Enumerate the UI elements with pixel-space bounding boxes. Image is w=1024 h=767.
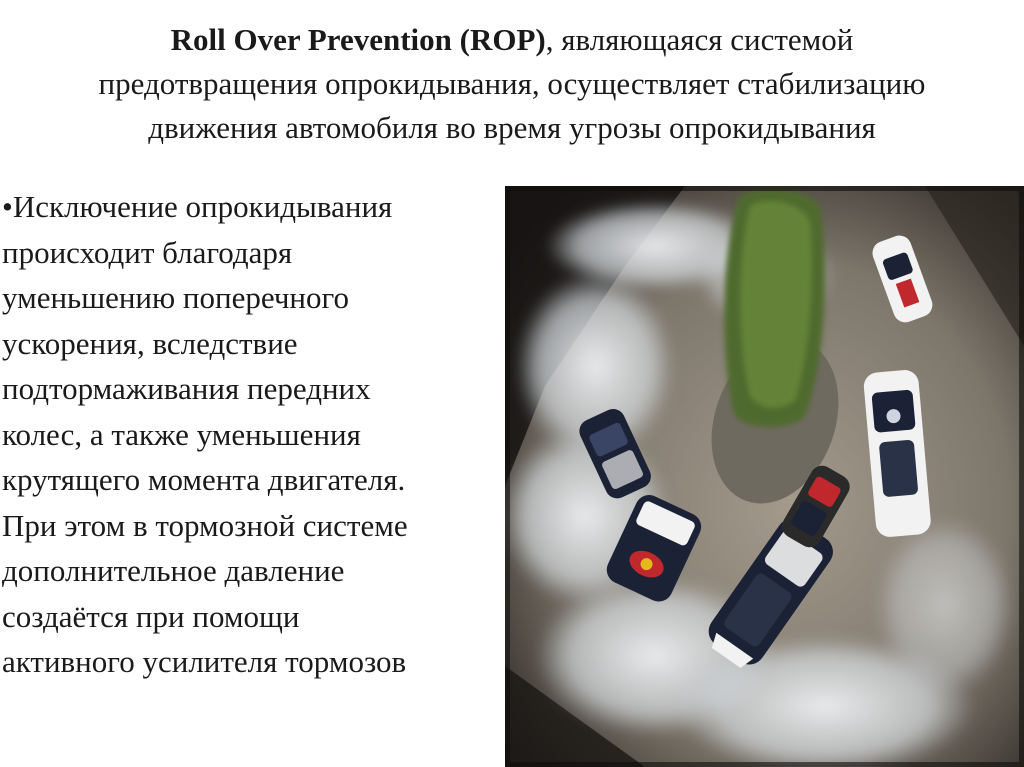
body-line: дополнительное давление	[2, 553, 345, 588]
photo-illustration	[505, 186, 1024, 767]
title-line3: движения автомобиля во время угрозы опрокидывания	[148, 110, 876, 145]
title-bold-term: Roll Over Prevention (ROP)	[170, 22, 546, 57]
body-line: •Исключение опрокидывания	[2, 189, 393, 224]
slide-title	[40, 18, 984, 150]
title-line2: предотвращения опрокидывания, осуществляет стабилизацию	[98, 66, 926, 101]
body-line: подтормаживания передних	[2, 371, 371, 406]
body-paragraph	[2, 184, 492, 685]
body-line: создаётся при помощи	[2, 598, 300, 634]
body-line: активного усилителя тормозов	[2, 644, 407, 679]
body-line: происходит благодаря	[2, 234, 293, 270]
title-line1-rest: , являющаяся системой	[545, 22, 854, 57]
body-line: колес, а также уменьшения	[2, 416, 361, 452]
drifting-cars-photo	[505, 186, 1024, 767]
body-line: крутящего момента двигателя.	[2, 462, 406, 497]
body-line: ускорения, вследствие	[2, 325, 298, 361]
body-line: При этом в тормозной системе	[2, 507, 408, 543]
body-line: уменьшению поперечного	[2, 280, 349, 315]
